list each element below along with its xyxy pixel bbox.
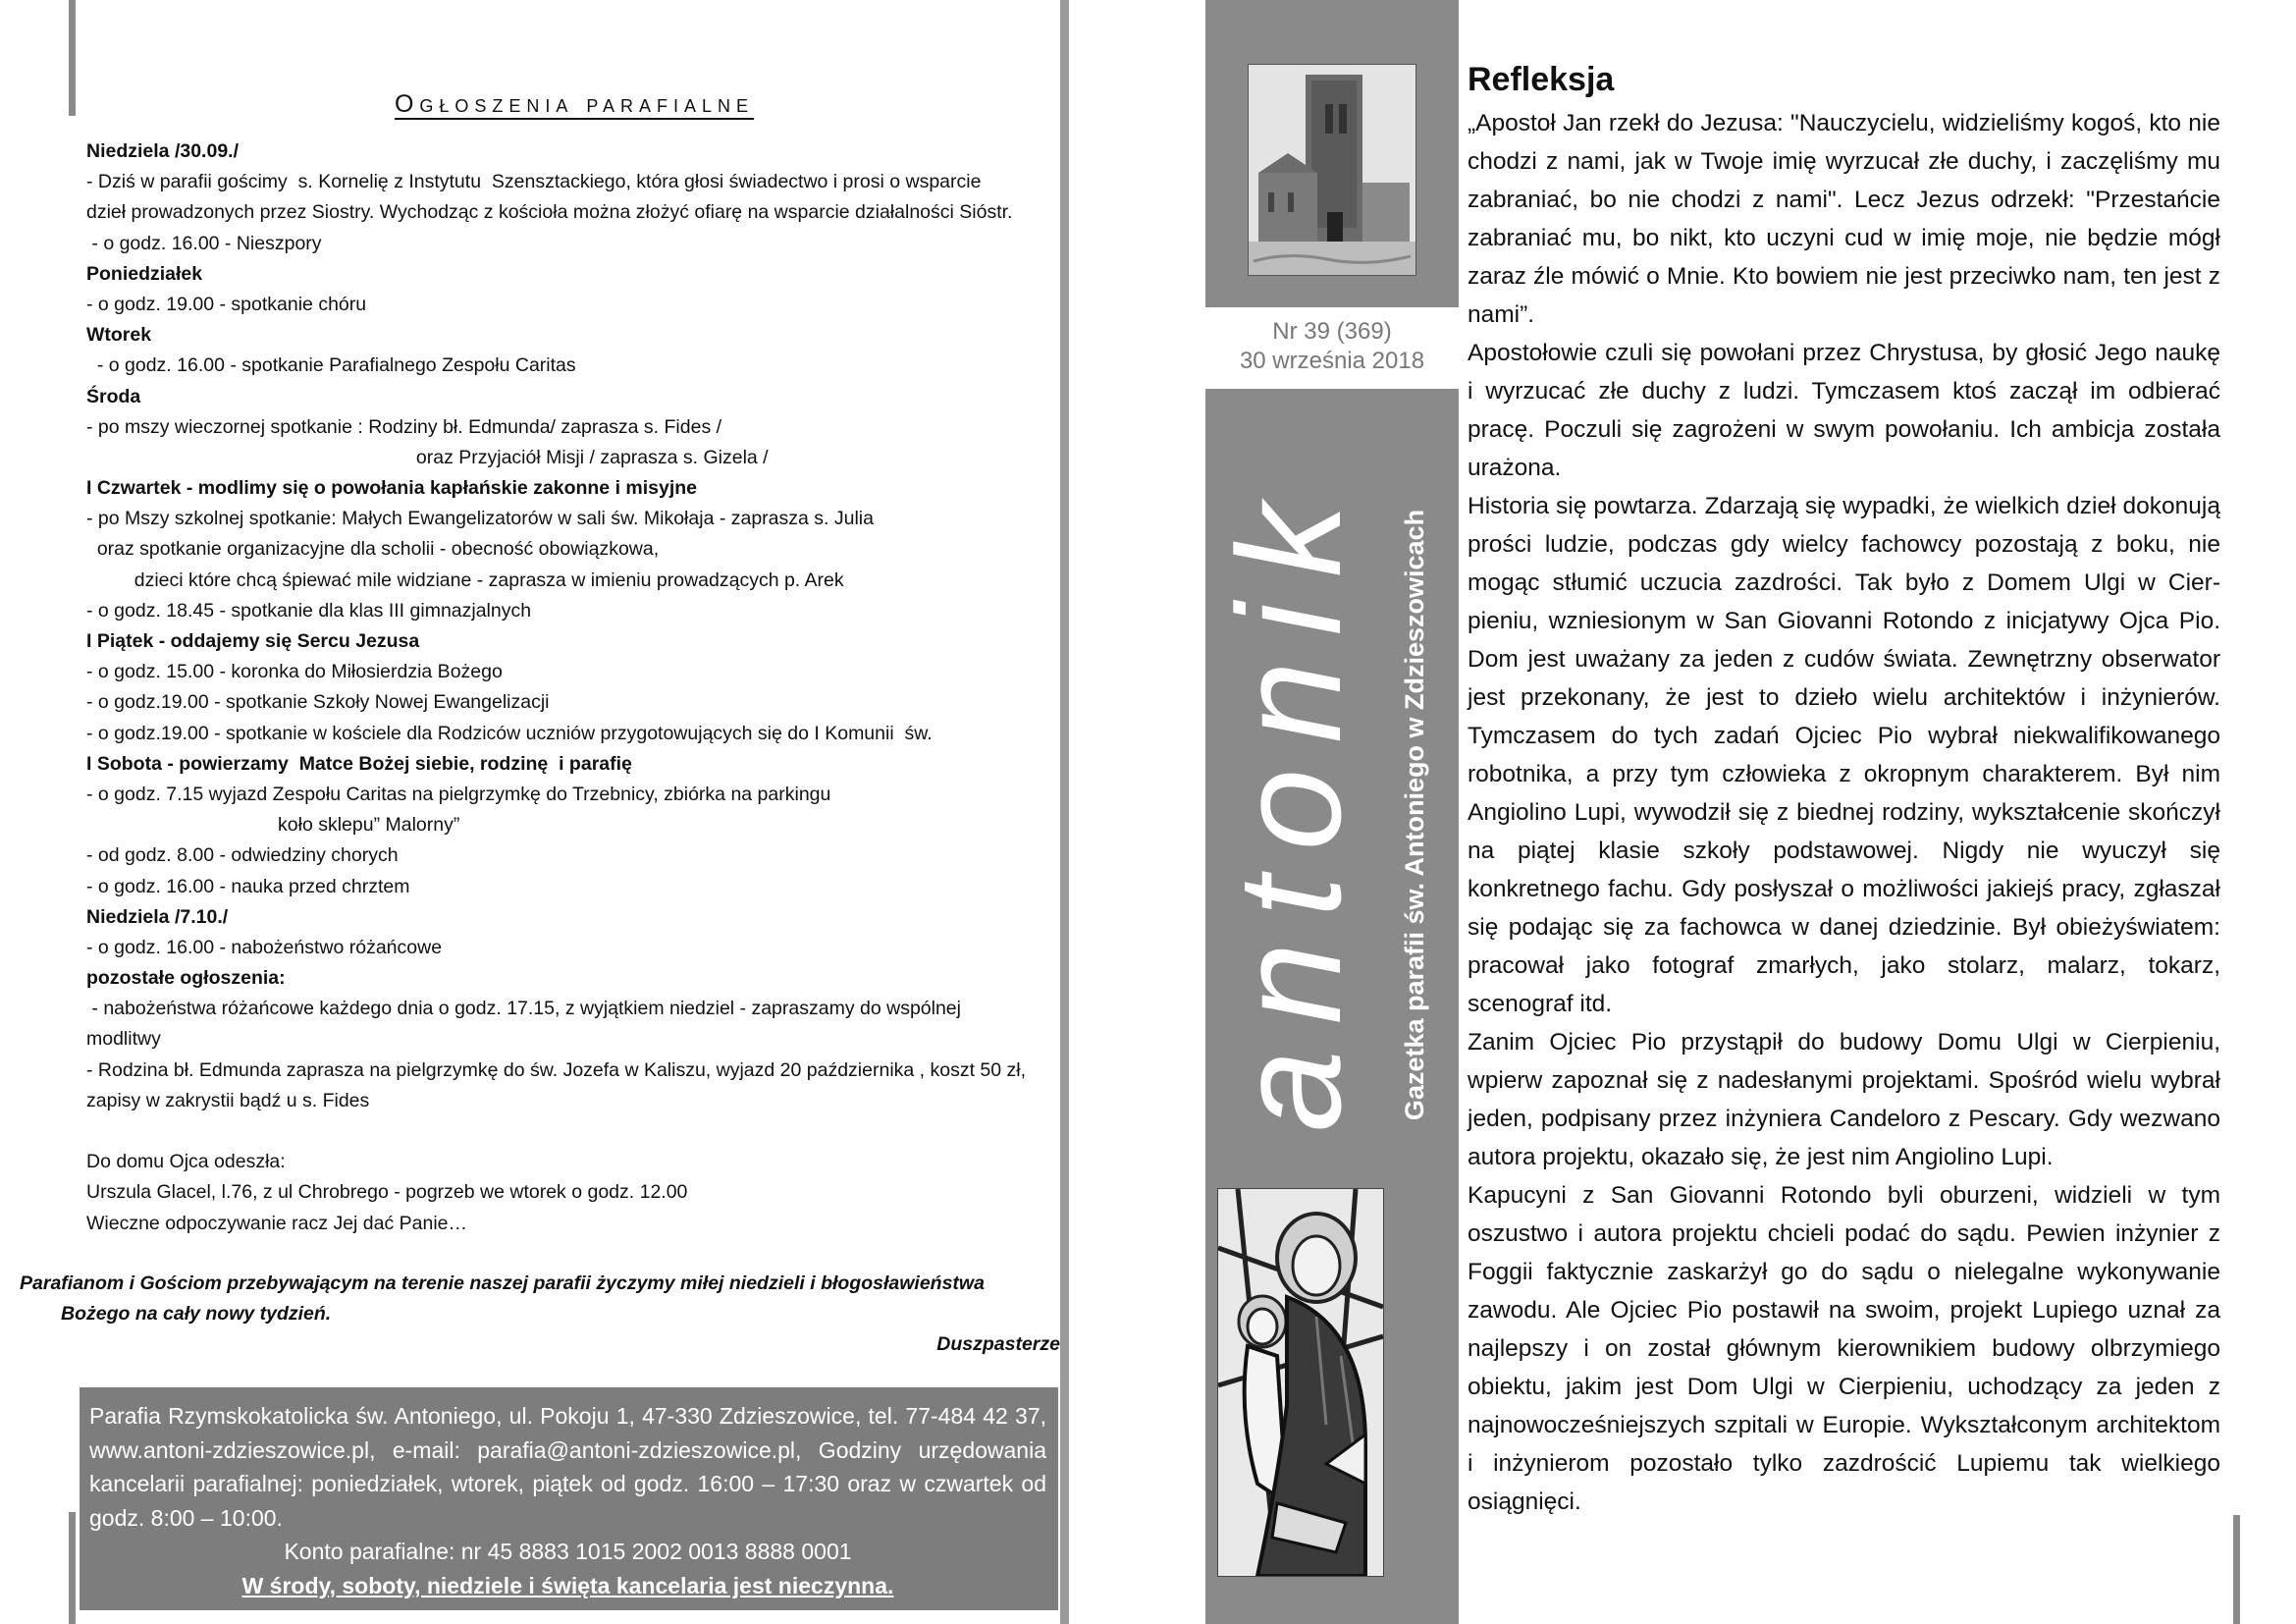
issue-number: Nr 39 (369) bbox=[1272, 318, 1392, 345]
right-edge-bar bbox=[2233, 1515, 2240, 1624]
parish-contact-box bbox=[80, 1387, 1058, 1610]
announcement-line: - o godz. 16.00 - nauka przed chrztem bbox=[86, 875, 410, 897]
reflection-paragraph: Historia się powtarza. Zdarzają się wypadki, że wielkich dzieł dokonują prości ludzie, podczas gdy wielcy fachowcy pozostają z boku, nie mogąc stłumić uczucia zazdrości. Tak było z Domem Ulgi w Cierpieniu, wzniesionym w San Giovanni Rotondo z inicjatywy Ojca Pio. Dom jest uważany za jeden z cudów świata. Zewnętrzny obserwator jest przekonany, że jest to dzieło wielu architektów i inżynierów. Tymczasem do tych zadań Ojciec Pio wybrał niekwalifikowanego robotnika, a przy tym człowieka z okropnym charakterem. Był nim Angiolino Lupi, wywodził się z biednej rodziny, wykształcenie skończył na piątej klasie szkoły podstawowej. Nigdy nie wyuczył się konkretnego fachu. Gdy posłyszał o możliwości jakiejś pracy, zgłaszał się podając się za fachowca w danej dziedzinie. Był obieżyświatem: pracował jako fotograf zmarłych, jako stolarz, malarz, tokarz, scenograf itd. bbox=[1468, 493, 2220, 1017]
newspaper-title-text: antonik bbox=[1217, 478, 1371, 1132]
newspaper-subtitle bbox=[1394, 481, 1433, 1149]
issue-date: 30 września 2018 bbox=[1239, 348, 1425, 374]
announcement-line: oraz spotkanie organizacyjne dla scholii - obecność obowiązkowa, bbox=[86, 538, 660, 561]
reflection-paragraph: „Apostoł Jan rzekł do Jezusa: "Nauczycielu, widzieliśmy kogoś, kto nie chodzi z nami, jak w Twoje imię wyrzucał złe duchy, i zaczęliśmy mu zabraniać, bo nie chodzi z nami". Lecz Jezus odrzekł: "Przestańcie zabraniać mu, bo nikt, kto uczyni cud w imię moje, nie będzie mógł zaraz źle mówić o Mnie. Kto bowiem nie jest przeciwko nam, ten jest z nami”. bbox=[1468, 110, 2220, 328]
church-illustration bbox=[1249, 65, 1415, 275]
announcement-line: - nabożeństwa różańcowe każdego dnia o godz. 17.15, z wyjątkiem niedziel - zapraszamy do wspólnej bbox=[86, 998, 961, 1020]
left-page bbox=[69, 0, 1080, 1624]
announcement-line: - o godz. 16.00 - spotkanie Parafialnego Zespołu Caritas bbox=[86, 354, 576, 377]
announcement-line bbox=[86, 1116, 1127, 1147]
announcement-line: - po mszy wieczornej spotkanie : Rodziny bł. Edmunda/ zaprasza s. Fides / bbox=[86, 415, 722, 438]
announcement-line: - o godz. 7.15 wyjazd Zespołu Caritas na pielgrzymkę do Trzebnicy, zbiórka na parkingu bbox=[86, 783, 831, 805]
announcement-line: dzieł prowadzonych przez Siostry. Wychodząc z kościoła można złożyć ofiarę na wsparcie działalności Sióstr. bbox=[86, 201, 1013, 224]
reflection-paragraph: Apostołowie czuli się powołani przez Chrystusa, by głosić Jego naukę i wyrzucać złe duchy z ludzi. Tymczasem ktoś zaczął im odbierać pracę. Poczuli się zagrożeni w swym powołaniu. Ich ambicja została urażona. bbox=[1468, 340, 2220, 481]
announcement-day-heading: Niedziela /7.10./ bbox=[86, 905, 229, 928]
announcement-line: - o godz. 16.00 - Nieszpory bbox=[86, 232, 322, 254]
announcement-day-heading: I Czwartek - modlimy się o powołania kapłańskie zakonne i misyjne bbox=[86, 477, 698, 500]
issue-info bbox=[1205, 307, 1459, 389]
announcement-line: oraz Przyjaciół Misji / zaprasza s. Gizela / bbox=[86, 446, 769, 468]
office-closed-notice: W środy, soboty, niedziele i święta kancelaria jest nieczynna. bbox=[241, 1572, 894, 1598]
announcement-line: - o godz.19.00 - spotkanie Szkoły Nowej Ewangelizacji bbox=[86, 691, 550, 714]
announcement-line: Urszula Glacel, l.76, z ul Chrobrego - pogrzeb we wtorek o godz. 12.00 bbox=[86, 1181, 688, 1204]
announcement-line: Do domu Ojca odeszła: bbox=[86, 1151, 286, 1173]
saint-anthony-stained-glass bbox=[1217, 1188, 1384, 1577]
reflection-paragraph: Kapucyni z San Giovanni Rotondo byli oburzeni, widzieli w tym oszustwo i autora projektu chcieli podać do sądu. Pewien inżynier z Foggii faktycznie zaskarżył go do sądu o nielegalne wykonywanie zawodu. Ale Ojciec Pio postawił na swoim, projekt Lupiego uznał za najlepszy i on został głównym kierownikiem budowy olbrzymiego obiektu, jakim jest Dom Ulgi w Cierpieniu, uchodzący za jeden z najnowocześniejszych szpitali w Europie. Wykształconym architektom i inżynierom pozostało tylko zazdrościć Lupiemu tak wielkiego osiągnięci. bbox=[1468, 1182, 2220, 1515]
newspaper-subtitle-text: Gazetka parafii św. Antoniego w Zdzieszowicach bbox=[1400, 509, 1429, 1121]
announcement-line: - o godz. 15.00 - koronka do Miłosierdzia Bożego bbox=[86, 661, 503, 683]
announcement-line: Wieczne odpoczywanie racz Jej dać Panie… bbox=[86, 1212, 468, 1234]
reflection-paragraph: Zanim Ojciec Pio przystąpił do budowy Domu Ulgi w Cierpieniu, wpierw zapoznał się z nadesłanymi projektami. Spośród wielu wybrał jeden, podpisany przez inżyniera Candeloro z Pescary. Gdy wezwano autora projektu, okazało się, że jest nim Angiolino Lupi. bbox=[1468, 1029, 2220, 1170]
reflection-article bbox=[1468, 61, 2220, 1521]
announcement-line: - o godz. 16.00 - nabożeństwo różańcowe bbox=[86, 936, 443, 958]
reflection-body bbox=[1468, 104, 2220, 1521]
wishes-line-1: Parafianom i Gościom przebywającym na terenie naszej parafii życzymy miłej niedzieli i błogosławieństwa bbox=[20, 1272, 985, 1294]
announcement-line: - od godz. 8.00 - odwiedziny chorych bbox=[86, 844, 399, 867]
announcement-day-heading: pozostałe ogłoszenia: bbox=[86, 967, 286, 990]
church-photo bbox=[1248, 64, 1416, 276]
reflection-title: Refleksja bbox=[1468, 61, 1615, 98]
announcement-day-heading: I Sobota - powierzamy Matce Bożej siebie, rodzinę i parafię bbox=[86, 752, 632, 775]
announcement-line: - o godz. 19.00 - spotkanie chóru bbox=[86, 293, 367, 315]
announcement-line: - o godz. 18.45 - spotkanie dla klas III gimnazjalnych bbox=[86, 599, 532, 622]
sunday-wishes bbox=[20, 1269, 1060, 1360]
announcements-list bbox=[86, 136, 1127, 1239]
announcement-line: koło sklepu” Malorny” bbox=[86, 814, 460, 837]
announcement-line: modlitwy bbox=[86, 1028, 161, 1051]
announcement-day-heading: Niedziela /30.09./ bbox=[86, 140, 240, 162]
announcement-line: dzieci które chcą śpiewać mile widziane - zaprasza w imieniu prowadzących p. Arek bbox=[86, 568, 844, 591]
newspaper-title bbox=[1217, 471, 1374, 1139]
bank-account: Konto parafialne: nr 45 8883 1015 2002 0013 8888 0001 bbox=[284, 1539, 852, 1564]
announcement-day-heading: Środa bbox=[86, 385, 141, 407]
signature: Duszpasterze bbox=[936, 1333, 1060, 1355]
announcement-line: - o godz.19.00 - spotkanie w kościele dla Rodziców uczniów przygotowujących się do I Komunii św. bbox=[86, 722, 933, 744]
announcement-day-heading: I Piątek - oddajemy się Sercu Jezusa bbox=[86, 630, 420, 652]
wishes-line-2: Bożego na cały nowy tydzień. bbox=[61, 1303, 332, 1325]
announcement-line: - Rodzina bł. Edmunda zaprasza na pielgrzymkę do św. Jozefa w Kaliszu, wyjazd 20 października , koszt 50 zł, bbox=[86, 1058, 1027, 1081]
parish-contact-text: Parafia Rzymskokatolicka św. Antoniego, ul. Pokoju 1, 47-330 Zdzieszowice, tel. 77-484 42 37, www.antoni-zdzieszowice.pl, e-mail: parafia@antoni-zdzieszowice.pl, Godziny urzędowania kancelarii parafialnej: poniedziałek, wtorek, piątek od godz. 16:00 – 17:30 oraz w czwartek od godz. 8:00 – 10:00. bbox=[89, 1403, 1046, 1531]
announcement-day-heading: Poniedziałek bbox=[86, 262, 203, 285]
announcement-line: - Dziś w parafii gościmy s. Kornelię z Instytutu Szensztackiego, która głosi świadectwo i prosi o wsparcie bbox=[86, 171, 982, 193]
announcement-line: zapisy w zakrystii bądź u s. Fides bbox=[86, 1089, 370, 1111]
announcement-line: - po Mszy szkolnej spotkanie: Małych Ewangelizatorów w sali św. Mikołaja - zaprasza s. Julia bbox=[86, 508, 874, 530]
announcement-day-heading: Wtorek bbox=[86, 324, 152, 347]
announcements-title: Ogłoszenia parafialne bbox=[394, 90, 755, 118]
